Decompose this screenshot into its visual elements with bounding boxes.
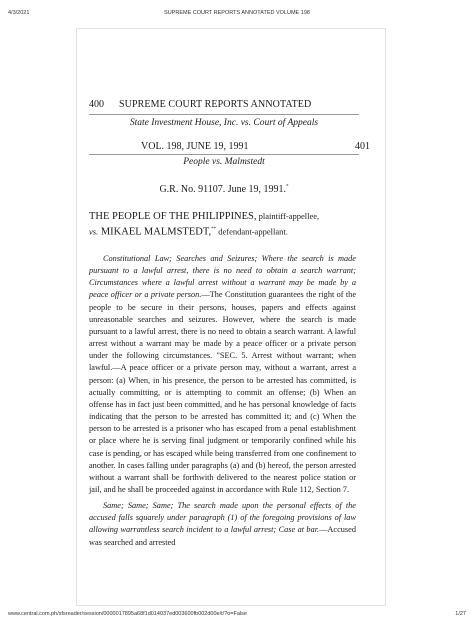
- first-page-number: 400: [89, 99, 104, 110]
- volume-date: VOL. 198, JUNE 19, 1991: [141, 141, 249, 152]
- print-header-title: SUPREME COURT REPORTS ANNOTATED VOLUME 198: [164, 10, 310, 16]
- defendant-role: defendant-appellant.: [216, 225, 288, 236]
- browser-print-header: [0, 10, 474, 20]
- gr-number: [89, 184, 359, 195]
- defendant-name: MIKAEL MALMSTEDT,: [98, 225, 212, 237]
- head-rule-2: [89, 154, 359, 155]
- head-rule-1: [89, 114, 359, 115]
- syllabus-2-headnote: Same; Same; Same; The search made upon the personal effects of the accused falls squarely under paragraph (1) of the foregoing provisions of law allowing warrantless search incident to a lawful arrest; Case at bar.: [89, 501, 356, 535]
- print-page-counter: 1/27: [455, 611, 466, 617]
- first-case-title: State Investment House, Inc. vs. Court of Appeals: [129, 118, 319, 128]
- syllabus-1-headnote: Constitutional Law; Searches and Seizures; Where the search is made pursuant to a lawful arrest, there is no need to obtain a search warrant; Circumstances where a lawful arrest without a warrant may be made by a peace officer or a private person.: [89, 254, 356, 300]
- browser-print-footer: [0, 611, 474, 621]
- syllabus: [89, 253, 356, 549]
- syllabus-2-body: —Accused was searched and arrested: [89, 525, 356, 547]
- plaintiff-name: THE PEOPLE OF THE PHILIPPINES,: [89, 211, 257, 222]
- gr-footnote-mark[interactable]: *: [286, 184, 289, 190]
- syllabus-paragraph-1: [89, 253, 356, 496]
- gr-number-text: G.R. No. 91107. June 19, 1991.: [159, 184, 287, 195]
- syllabus-1-body: —The Constitution guarantees the right of the people to be secure in their persons, houses, papers and effects against unreasonable searches and seizures. However, where the search is made pursuant to a lawful arrest, there is no need to obtain a search warrant. A lawful arrest without a warrant may be made by a peace officer or a private person under the following circumstances. "SEC. 5. Arrest without warrant; when lawful.—A peace officer or a private person may, without a warrant, arrest a person: (a) When, in his presence, the person to be arrested has committed, is actually committing, or is attempting to commit an offense; (b) When an offense has in fact just been committed, and he has personal knowledge of facts indicating that the person to be arrested has committed it; and (c) When the person to be arrested is a prisoner who has escaped from a penal establishment or place where he is serving final judgment or temporarily confined while his case is pending, or has escaped while being transferred from one confinement to another. In cases falling under paragraphs (a) and (b) hereof, the person arrested without a warrant shall be forthwith delivered to the nearest police station or jail, and he shall be proceeded against in accordance with Rule 112, Section 7.: [89, 290, 357, 494]
- second-page-number: 401: [355, 141, 370, 152]
- print-url: www.central.com.ph/sfsreader/session/0000017895a68f1d014037ed003600fb002d00e/t/?o=False: [8, 611, 247, 617]
- case-parties: [89, 210, 359, 238]
- reports-title: SUPREME COURT REPORTS ANNOTATED: [119, 99, 312, 110]
- versus: vs.: [89, 225, 99, 236]
- syllabus-paragraph-2: [89, 500, 356, 549]
- plaintiff-role: plaintiff-appellee,: [256, 211, 320, 221]
- second-case-title: People vs. Malmstedt: [183, 157, 265, 167]
- print-date: 4/3/2021: [8, 10, 30, 16]
- defendant-footnote-mark[interactable]: **: [211, 226, 217, 232]
